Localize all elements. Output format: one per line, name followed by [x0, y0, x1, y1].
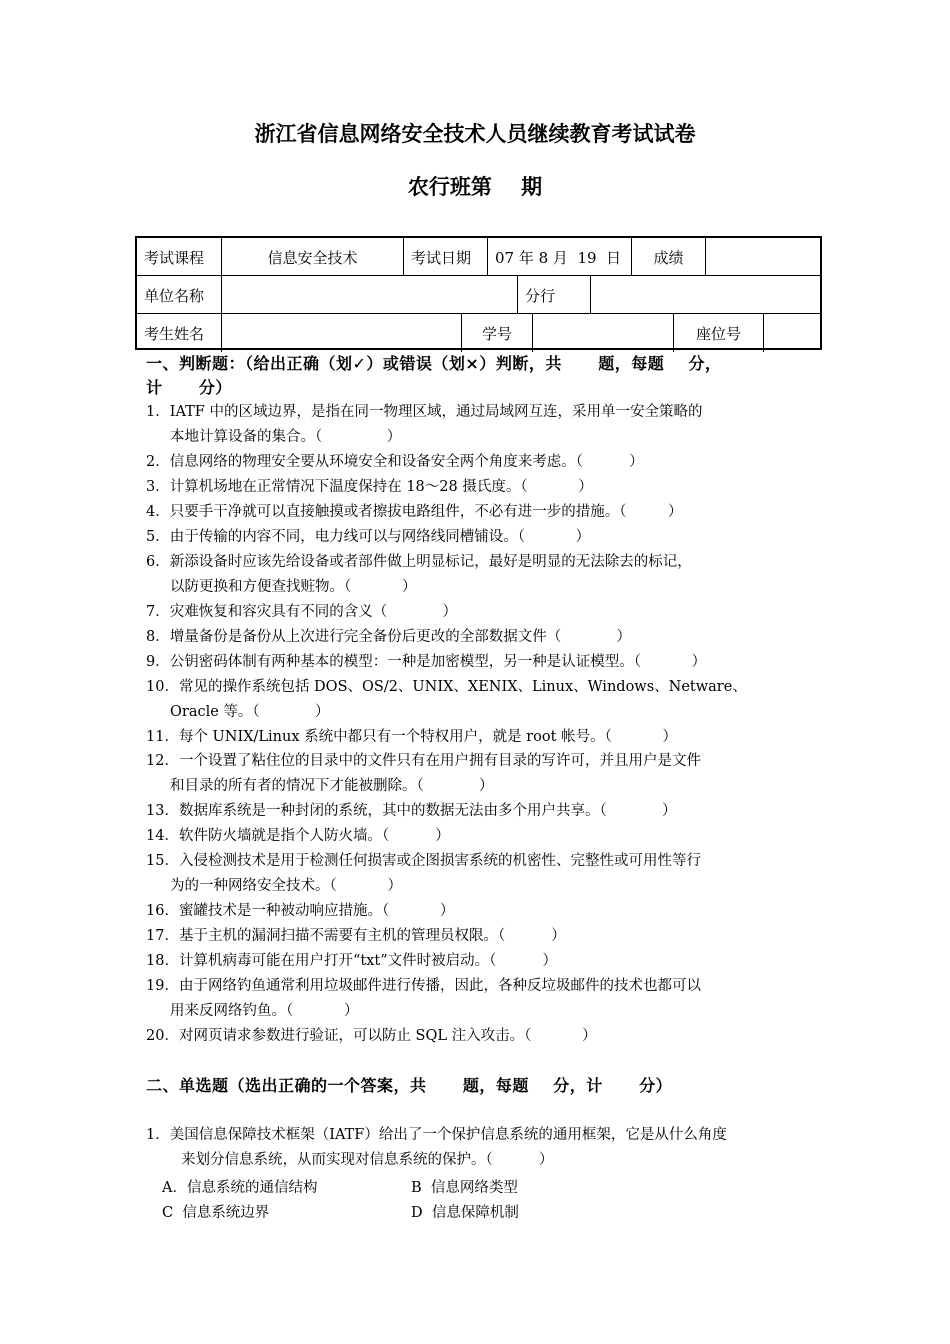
date-label: 考试日期: [404, 238, 488, 276]
tf-question-12: 12．一个设置了粘住位的目录中的文件只有在用户拥有目录的写许可，并且用户是文件: [146, 753, 701, 769]
tf-question-4: 4．只要手干净就可以直接触摸或者擦拔电路组件，不必有进一步的措施。（ ）: [146, 504, 683, 520]
tf-question-3: 3．计算机场地在正常情况下温度保持在 18～28 摄氏度。（ ）: [146, 479, 593, 495]
tf-question-16: 16．蜜罐技术是一种被动响应措施。（ ）: [146, 903, 455, 919]
info-row-unit: [137, 275, 820, 314]
branch-value[interactable]: [591, 276, 820, 314]
tf-question-11: 11．每个 UNIX/Linux 系统中都只有一个特权用户，就是 root 帐号。（ ）: [146, 729, 678, 745]
section1-heading-line2: 计 分）: [146, 378, 232, 397]
tf-question-1: 1．IATF 中的区域边界，是指在同一物理区域，通过局域网互连，采用单一安全策略的: [146, 404, 703, 420]
branch-label: 分行: [518, 276, 591, 314]
exam-title: 浙江省信息网络安全技术人员继续教育考试试卷: [254, 122, 696, 146]
tf-question-18: 18．计算机病毒可能在用户打开“txt”文件时被启动。（ ）: [146, 953, 557, 969]
course-label: 考试课程: [137, 238, 222, 276]
tf-question-8: 8．增量备份是备份从上次进行完全备份后更改的全部数据文件（ ）: [146, 629, 632, 645]
tf-question-9: 9．公钥密码体制有两种基本的模型：一种是加密模型，另一种是认证模型。（ ）: [146, 654, 707, 670]
student-id-value[interactable]: [533, 314, 674, 352]
tf-question-7: 7．灾难恢复和容灾具有不同的含义（ ）: [146, 604, 458, 620]
info-row-course: [137, 238, 820, 276]
mc-question-1: 1．美国信息保障技术框架（IATF）给出了一个保护信息系统的通用框架，它是从什么角度: [146, 1127, 727, 1143]
mc-question-1-cont: 来划分信息系统，从而实现对信息系统的保护。（ ）: [181, 1152, 554, 1168]
tf-question-19-cont: 用来反网络钓鱼。（ ）: [170, 1003, 359, 1019]
mc-option-a: A．信息系统的通信结构: [162, 1180, 318, 1196]
name-value[interactable]: [222, 314, 462, 352]
tf-question-10-cont: Oracle 等。（ ）: [170, 704, 330, 720]
info-row-name: [137, 313, 820, 352]
tf-question-14: 14．软件防火墙就是指个人防火墙。（ ）: [146, 828, 450, 844]
tf-question-10: 10．常见的操作系统包括 DOS、OS/2、UNIX、XENIX、Linux、Windows、Netware、: [146, 679, 747, 695]
tf-question-20: 20．对网页请求参数进行验证，可以防止 SQL 注入攻击。（ ）: [146, 1028, 597, 1044]
name-label: 考生姓名: [137, 314, 222, 352]
seat-label: 座位号: [674, 314, 764, 352]
score-label: 成绩: [632, 238, 706, 276]
course-value[interactable]: 信息安全技术: [222, 238, 404, 276]
tf-question-15-cont: 为的一种网络安全技术。（ ）: [170, 878, 402, 894]
date-value[interactable]: 07 年 8 月 19 日: [488, 238, 632, 276]
tf-question-6: 6．新添设备时应该先给设备或者部件做上明显标记，最好是明显的无法除去的标记，: [146, 554, 692, 570]
unit-label: 单位名称: [137, 276, 222, 314]
tf-question-13: 13．数据库系统是一种封闭的系统，其中的数据无法由多个用户共享。（ ）: [146, 803, 677, 819]
tf-question-2: 2．信息网络的物理安全要从环境安全和设备安全两个角度来考虑。（ ）: [146, 454, 644, 470]
mc-option-c: C 信息系统边界: [162, 1205, 270, 1221]
tf-question-17: 17．基于主机的漏洞扫描不需要有主机的管理员权限。（ ）: [146, 928, 566, 944]
mc-option-d: D 信息保障机制: [411, 1205, 519, 1221]
tf-question-19: 19．由于网络钓鱼通常利用垃圾邮件进行传播，因此，各种反垃圾邮件的技术也都可以: [146, 978, 701, 994]
section1-heading-line1: 一、判断题：（给出正确（划✓）或错误（划×）判断，共 题，每题 分，: [146, 354, 722, 373]
tf-question-1-cont: 本地计算设备的集合。（ ）: [170, 429, 402, 445]
student-id-label: 学号: [462, 314, 533, 352]
mc-option-b: B 信息网络类型: [411, 1180, 518, 1196]
exam-subtitle: 农行班第 期: [407, 175, 543, 199]
tf-question-6-cont: 以防更换和方便查找赃物。（ ）: [170, 579, 417, 595]
seat-value[interactable]: [764, 314, 820, 352]
score-value[interactable]: [706, 238, 820, 276]
tf-question-12-cont: 和目录的所有者的情况下才能被删除。（ ）: [170, 778, 494, 794]
tf-question-5: 5．由于传输的内容不同，电力线可以与网络线同槽铺设。（ ）: [146, 529, 591, 545]
section2-heading: 二、单选题（选出正确的一个答案，共 题，每题 分，计 分）: [146, 1076, 673, 1095]
unit-value[interactable]: [222, 276, 518, 314]
exam-info-table: [135, 236, 822, 350]
tf-question-15: 15．入侵检测技术是用于检测任何损害或企图损害系统的机密性、完整性或可用性等行: [146, 853, 701, 869]
